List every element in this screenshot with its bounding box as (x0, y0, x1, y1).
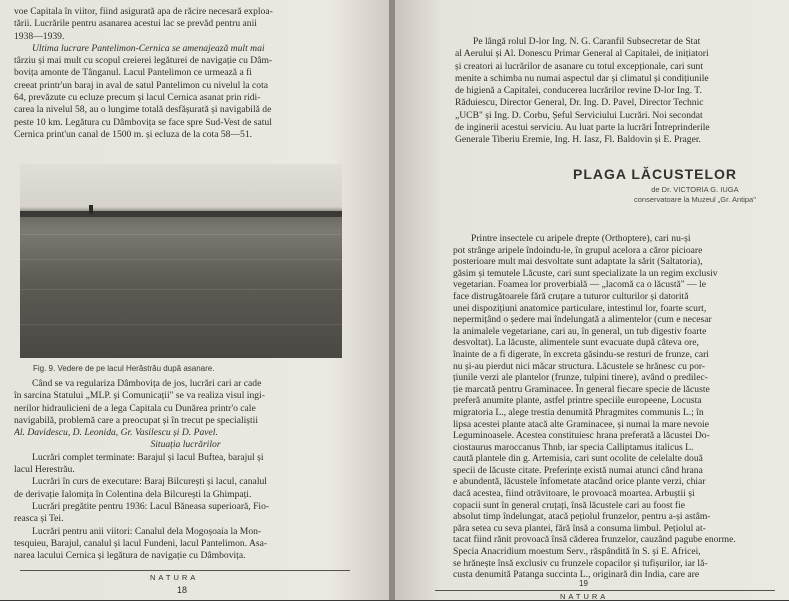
text-line: păra setea cu seva plantei, fără însă a consuma limbul. Pețiolul at- (453, 522, 706, 534)
text-line: găsim și temutele Lăcuste, cari sunt specializate la un regim exclusiv (453, 267, 718, 279)
author-name: de Dr. VICTORIA G. IUGA (651, 185, 739, 194)
text-line: navigabilă, problemă care a preocupat și în trecut pe specialiștii (14, 414, 259, 426)
text-line: și creatori ai lucrărilor de asanare cu totul excepționale, cari sunt (455, 60, 703, 72)
text-line: Generale Tiberiu Eremie, Ing. H. Iasz, Fl. Baldovin și E. Prager. (455, 134, 701, 146)
text-line: Ultima lucrare Pantelimon-Cernica se amenajează mult mai (32, 42, 265, 54)
photo-ripple (20, 289, 342, 290)
text-line: lipsa acestei plante atacă alte Graminacee, și numai la mare nevoie (453, 418, 709, 430)
text-line: târziu și mai mult cu scopul creierei legăturei de navigație cu Dâm- (14, 55, 273, 67)
text-line: tării. Lucrările pentru asanarea acestui lac se prevăd pentru anii (14, 18, 257, 30)
text-line: peste 10 km. Legătura cu Dâmbovița se face spre Sud-Vest de satul (14, 116, 272, 128)
text-line: nepermițând o ședere mai îndelungată a alimentelor (cum e necesar (453, 314, 712, 326)
text-line: Specia Anacridium moestum Serv., răspândită în S. și E. Africei, (453, 546, 701, 558)
article-body (453, 233, 779, 581)
text-line: țiunile verzi ale plantelor (frunze, tulpini tinere), având o predilec- (453, 372, 708, 384)
text-line: custa denumită Patanga succinta L., originară din India, care are (453, 569, 700, 581)
article-byline (634, 185, 756, 205)
left-page (0, 0, 390, 600)
text-line: Când se va regulariza Dâmbovița de jos, lucrări cari ar cade (32, 378, 262, 389)
text-line: lacul Herestrău. (14, 464, 75, 476)
lake-photo (20, 164, 342, 358)
text-line: nerilor hidraulicieni de a lega Capitala cu Dunărea printr'o cale (14, 402, 256, 414)
text-line: unei dispozițiuni anatomice particulare, intestinul lor, foarte scurt, (453, 302, 707, 314)
text-line: Lucrări pentru anii viitori: Canalul dela Mogoșoaia la Mon- (32, 525, 262, 537)
left-top-text (14, 6, 357, 141)
text-line: posterioare mult mai desvoltate sunt adaptate la sărit (Saltatoria), (453, 256, 703, 268)
text-line: Răduiescu, Director General, Dr. Ing. D. Pavel, Director Technic (455, 97, 704, 109)
text-line: Lucrări în curs de executare: Baraj Bilcurești și lacul, canalul (32, 476, 267, 488)
text-line: Al. Davidescu, D. Leonida, Gr. Vasilescu și D. Pavel. (14, 427, 218, 439)
text-line: pot strânge aripele îndoindu-le, în grupul acelora a căror picioare (453, 244, 703, 256)
footer-label: NATURA (150, 573, 199, 582)
photo-ripple (20, 259, 342, 260)
text-line: desvoltat). La lăcuste, alimentele sunt evacuate după câteva ore, (453, 337, 699, 349)
article-title: PLAGA LĂCUSTELOR (573, 166, 738, 182)
text-line: ție marcată pentru Graminacee. În general fiecare specie de lăcuste (453, 383, 710, 395)
text-line: de derivație Ialomița în Colentina dela Bilcurești la Ghimpați. (14, 488, 252, 500)
text-line: caută plantele din g. Artemisia, cari sunt ocolite de celelalte două (453, 453, 703, 465)
text-line: reasca și Tei. (14, 513, 64, 525)
text-line: dacă acestea, fiind otrăvitoare, le provoacă moartea. Arbuștii și (453, 488, 695, 500)
text-line: de higienă a Capitalei, conducerea lucrărilor revine D-lor Ing. T. (455, 85, 702, 97)
text-line: 1938—1939. (14, 30, 65, 42)
text-line: 64, prevăzute cu ecluze precum și lacul Cernica asanat prin ridi- (14, 92, 261, 104)
text-line: de inginerii acestui serviciu. Au luat parte la lucrări Întreprinderile (455, 122, 710, 134)
text-line: preferă anumite plante, astfel printre speciile europeene, Locusta (453, 395, 702, 407)
text-line: la animalele vegetariane, cari au, în general, un tub digestiv foarte (453, 325, 707, 337)
text-line: Cernica print'un canal de 1500 m. și ecluza de la cota 58—51. (14, 128, 253, 140)
footer-rule (435, 590, 775, 591)
text-line: ciostaurus maroccanus Thnb, iar specia Calliptamus italicus L. (453, 441, 694, 453)
text-line: tacat fiind rănit provoacă însă căderea frunzelor, cauzând pagube enorme. (453, 534, 736, 546)
text-line: al Aerului și Al. Donescu Primar General al Capitalei, de inițiatori (455, 48, 709, 60)
page-number: 19 (579, 579, 588, 588)
text-line: vegetarian. Foamea lor proverbială — „lacomă ca o lăcustă" — le (453, 279, 706, 291)
text-line: menite a schimba nu numai aspectul dar și climatul și condițiunile (455, 72, 709, 84)
text-line: narea lacului Cernica și legătura de navigație cu Dâmbovița. (14, 550, 246, 562)
text-line: tesquieu, Barajul, canalul și lacul Fundeni, lacul Pantelimon. Asa- (14, 537, 268, 549)
text-line: bovița amonte de Tânganul. Lacul Pantelimon ce urmează a fi (14, 67, 252, 79)
text-line: se hrănește însă exclusiv cu frunzele copacilor și tufișurilor, iar lă- (453, 557, 708, 569)
author-affiliation: conservatoare la Muzeul „Gr. Antipa" (634, 195, 756, 204)
text-line: Printre insectele cu aripele drepte (Orthoptere), cari nu-și (471, 233, 691, 244)
text-line: creeat printr'un baraj in aval de satul Pantelimon cu nivelul la cota (14, 79, 269, 91)
photo-shoreline (20, 211, 342, 217)
text-line: face distrugătoarele fără cruțare a tuturor culturilor și datorită (453, 290, 689, 302)
right-top-text (455, 36, 777, 147)
text-line: Leguminoasele. Acestea constituiesc hrana preferată a lăcustei Do- (453, 430, 710, 442)
text-line: „UCB" și Ing. D. Corbu, Șeful Serviciului Lucrări. Noi secondat (455, 109, 703, 121)
text-line: înainte de a fi digerate, în excreta găsindu-se resturi de frunze, cari (453, 348, 709, 360)
left-bottom-text (14, 378, 357, 562)
text-line: absolut timp îndelungat, atacă pețiolul frunzelor, pentru a-și astâm- (453, 511, 711, 523)
text-line: Lucrări complet terminate: Barajul și lacul Buftea, barajul și (32, 451, 264, 463)
text-line: copacii sunt în general cruțați, însă lăcustele cari au foost fie (453, 499, 686, 511)
footer-rule (20, 570, 350, 571)
text-line: nu și-au pierdut nici măcar structura. Lăcustele se hrănesc cu por- (453, 360, 706, 372)
text-line: Pe lângă rolul D-lor Ing. N. G. Caranfil Subsecretar de Stat (473, 36, 701, 47)
page-number: 18 (177, 585, 188, 595)
right-page (395, 0, 789, 600)
text-line: migratoria L., alege trestia denumită Phragmites communis L.; în (453, 406, 704, 418)
text-line: voe Capitala în viitor, fiind asigurată apa de răcire necesară exploa- (14, 6, 273, 17)
text-line: Lucrări pregătite pentru 1936: Lacul Băneasa superioară, Fio- (32, 500, 270, 512)
footer-label: NATURA (560, 592, 609, 601)
photo-ripple (20, 234, 342, 235)
text-line: specii de lăcuste citate. Preferințe există numai atunci când hrana (453, 464, 703, 476)
section-heading: Situația lucrărilor (150, 439, 221, 451)
text-line: în sarcina Statului „MLP. și Comunicații" se va realiza visul ingi- (14, 390, 265, 402)
text-line: e abundentă, lăcustele înfometate atacând orice plante verzi, chiar (453, 476, 706, 488)
figure-caption: Fig. 9. Vedere de pe lacul Herăstrău după asanare. (33, 364, 215, 373)
photo-ripple (20, 324, 342, 325)
text-line: carea la nivelul 58, au o lungime totală desfășurată și navigabilă de (14, 104, 272, 116)
photo-sailboat (89, 205, 93, 214)
